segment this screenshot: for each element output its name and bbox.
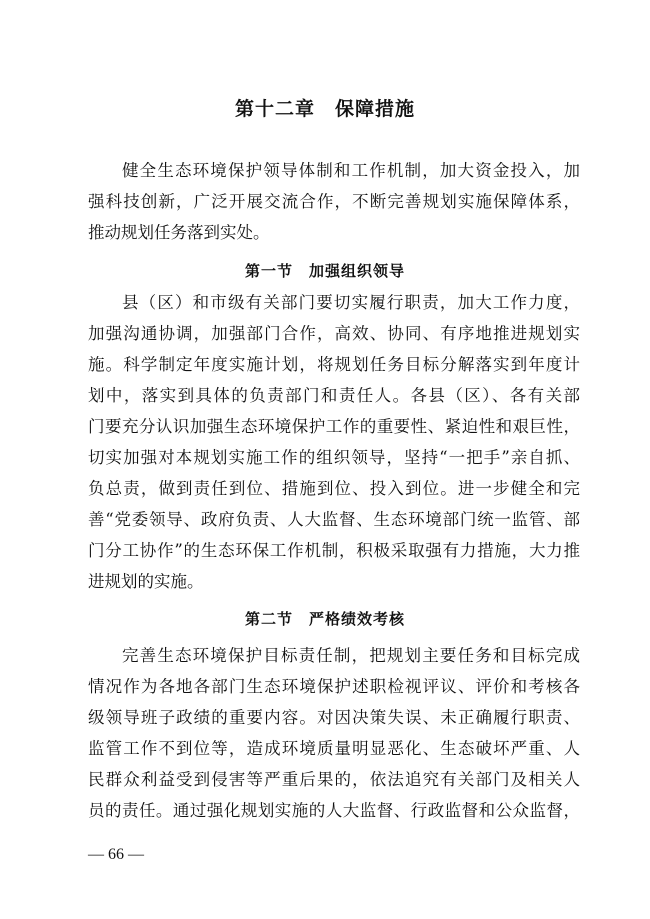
page-number: — 66 — (88, 846, 144, 863)
section1-line: 切实加强对本规划实施工作的组织领导，坚持“一把手”亲自抓、 (88, 448, 580, 467)
section-title-2: 第二节 严格绩效考核 (244, 610, 405, 628)
section-title-1: 第一节 加强组织领导 (244, 262, 405, 280)
section1-line: 加强沟通协调，加强部门合作，高效、协同、有序地推进规划实 (88, 324, 580, 343)
section2-line: 级领导班子政绩的重要内容。对因决策失误、未正确履行职责、 (88, 708, 580, 727)
section1-line: 划中，落实到具体的负责部门和责任人。各县（区）、各有关部 (88, 386, 580, 405)
section2-line: 民群众利益受到侵害等严重后果的，依法追究有关部门及相关人 (88, 770, 580, 789)
section2-line: 完善生态环境保护目标责任制，把规划主要任务和目标完成 (122, 646, 580, 665)
section1-paragraph (88, 287, 580, 597)
section1-line: 施。科学制定年度实施计划，将规划任务目标分解落实到年度计 (88, 355, 580, 374)
intro-line: 强科技创新，广泛开展交流合作，不断完善规划实施保障体系， (88, 192, 580, 211)
section1-line: 门要充分认识加强生态环境保护工作的重要性、紧迫性和艰巨性， (88, 417, 580, 436)
section1-line: 县（区）和市级有关部门要切实履行职责，加大工作力度， (122, 293, 580, 312)
section1-line: 进规划的实施。 (88, 572, 204, 591)
section2-paragraph (88, 640, 580, 826)
intro-paragraph (88, 155, 580, 248)
section1-line: 门分工协作”的生态环保工作机制，积极采取强有力措施，大力推 (88, 541, 580, 560)
section1-line: 负总责，做到责任到位、措施到位、投入到位。进一步健全和完 (88, 479, 580, 498)
section2-line: 员的责任。通过强化规划实施的人大监督、行政监督和公众监督， (88, 801, 580, 820)
chapter-title: 第十二章 保障措施 (234, 98, 415, 120)
section2-line: 监管工作不到位等，造成环境质量明显恶化、生态破坏严重、人 (88, 739, 580, 758)
intro-line: 健全生态环境保护领导体制和工作机制，加大资金投入，加 (122, 161, 580, 180)
section2-line: 情况作为各地各部门生态环境保护述职检视评议、评价和考核各 (88, 677, 580, 696)
intro-line: 推动规划任务落到实处。 (88, 223, 270, 242)
section1-line: 善“党委领导、政府负责、人大监督、生态环境部门统一监管、部 (88, 510, 580, 529)
